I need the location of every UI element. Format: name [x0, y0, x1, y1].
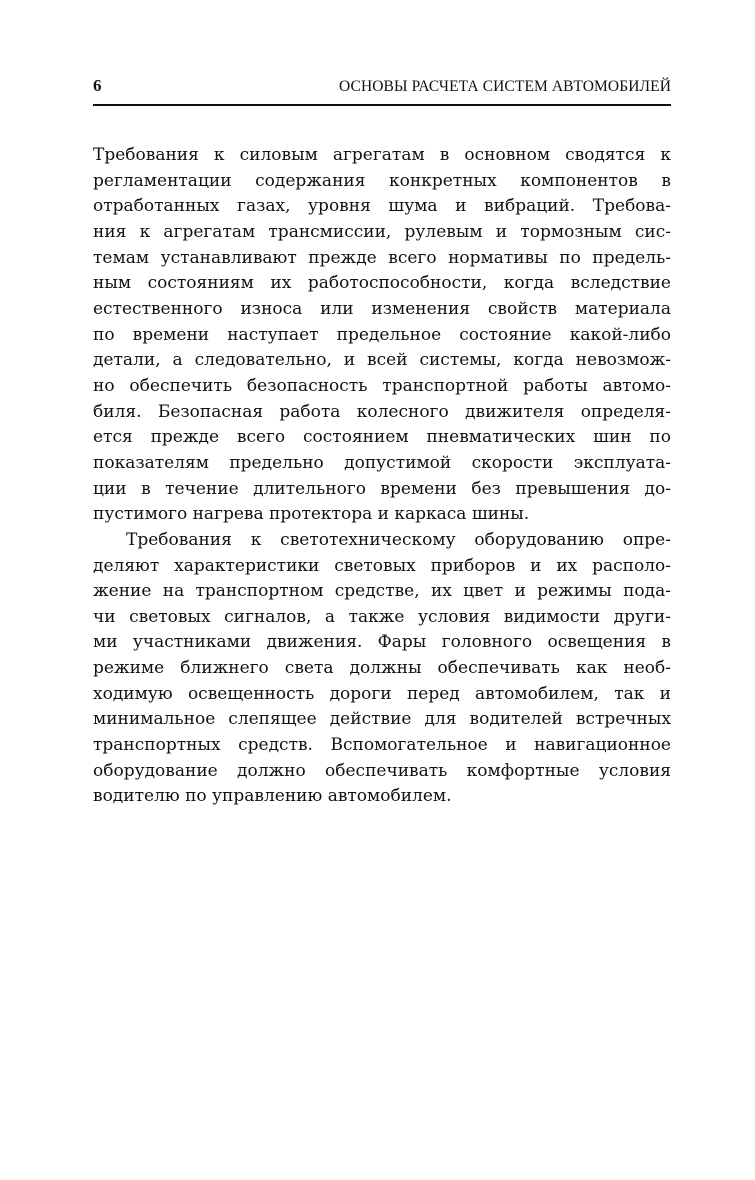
text-line: отработанных газах, уровня шума и вибраций. Требова-: [93, 196, 671, 217]
text-line: регламентации содержания конкретных компонентов в: [93, 170, 671, 191]
text-line: чи световых сигналов, а также условия видимости други-: [93, 606, 671, 627]
text-line: водителю по управлению автомобилем.: [93, 786, 452, 807]
text-line: Требования к силовым агрегатам в основном сводятся к: [93, 145, 671, 165]
text-line: минимальное слепящее действие для водителей встречных: [93, 709, 671, 730]
page-header: [93, 72, 671, 106]
running-title: ОСНОВЫ РАСЧЕТА СИСТЕМ АВТОМОБИЛЕЙ: [339, 78, 671, 95]
text-line: по времени наступает предельное состояние какой-либо: [93, 324, 671, 345]
text-line: детали, а следовательно, и всей системы, когда невозмож-: [93, 350, 671, 371]
text-line: ния к агрегатам трансмиссии, рулевым и тормозным сис-: [93, 221, 671, 242]
text-line: деляют характеристики световых приборов и их располо-: [93, 555, 671, 576]
text-line: биля. Безопасная работа колесного движителя определя-: [93, 401, 671, 422]
text-line: ми участниками движения. Фары головного освещения в: [93, 632, 671, 653]
text-line: ется прежде всего состоянием пневматических шин по: [93, 427, 671, 448]
text-line: темам устанавливают прежде всего нормативы по предель-: [93, 247, 671, 268]
page-number: 6: [93, 76, 102, 95]
text-line: показателям предельно допустимой скорости эксплуата-: [93, 452, 671, 473]
text-line: ции в течение длительного времени без превышения до-: [93, 478, 671, 499]
text-line: пустимого нагрева протектора и каркаса шины.: [93, 504, 530, 525]
text-line: оборудование должно обеспечивать комфортные условия: [93, 760, 671, 781]
text-line: естественного износа или изменения свойств материала: [93, 298, 671, 319]
text-line: транспортных средств. Вспомогательное и навигационное: [93, 735, 671, 756]
text-line: ным состояниям их работоспособности, когда вследствие: [93, 273, 671, 294]
text-line: Требования к светотехническому оборудованию опре-: [126, 529, 671, 550]
text-line: ходимую освещенность дороги перед автомобилем, так и: [93, 683, 671, 704]
text-line: жение на транспортном средстве, их цвет и режимы пода-: [93, 581, 671, 602]
paragraph-2: [93, 528, 671, 810]
text-line: режиме ближнего света должны обеспечивать как необ-: [93, 658, 671, 679]
body-text: [93, 143, 671, 810]
paragraph-1: [93, 143, 671, 528]
text-line: но обеспечить безопасность транспортной работы автомо-: [93, 375, 671, 396]
